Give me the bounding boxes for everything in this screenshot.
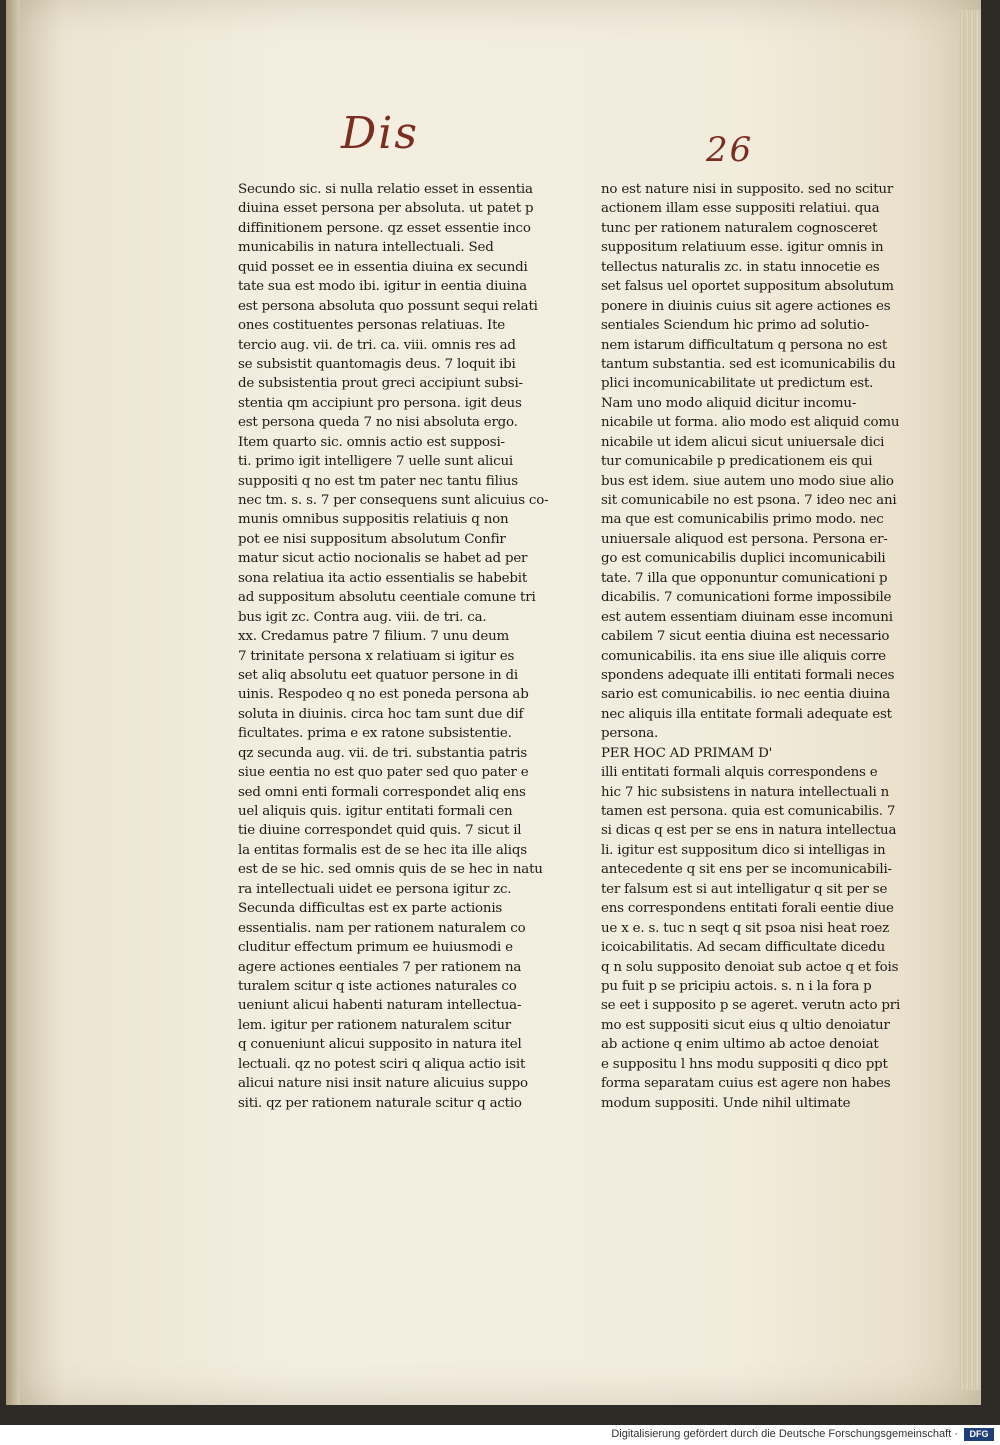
text-line: 7 trinitate persona x relatiuam si igitur es [238, 648, 515, 664]
text-line: tate sua est modo ibi. igitur in eentia diuina [238, 279, 527, 295]
text-line: tie diuine correspondet quid quis. 7 sicut il [238, 823, 522, 839]
text-line: uinis. Respodeo q no est poneda persona ab [238, 687, 529, 703]
text-line: pot ee nisi suppositum absolutum Confir [238, 531, 506, 547]
text-line: bus est idem. siue autem uno modo siue alio [601, 473, 894, 489]
text-line: e suppositu l hns modu suppositi q dico ppt [601, 1056, 888, 1072]
text-line: nem istarum difficultatum q persona no est [601, 337, 888, 353]
text-line: ti. primo igit intelligere 7 uelle sunt alicui [238, 454, 513, 470]
text-line: tate. 7 illa que opponuntur comunicationi p [601, 570, 888, 586]
text-line: mo est suppositi sicut eius q ultio denoiatur [601, 1017, 890, 1033]
text-line: suppositum relatiuum esse. igitur omnis in [601, 240, 884, 256]
text-line: ma que est comunicabilis primo modo. nec [601, 512, 884, 528]
text-line: ueniunt alicui habenti naturam intellectua- [238, 998, 522, 1014]
text-line: la entitas formalis est de se hec ita ille aliqs [238, 842, 527, 858]
gutter-shadow [6, 0, 20, 1405]
text-line: modum suppositi. Unde nihil ultimate [601, 1095, 851, 1111]
text-line: stentia qm accipiunt pro persona. igit deus [238, 395, 522, 411]
text-line: lem. igitur per rationem naturalem scitur [238, 1017, 512, 1033]
text-line: nec aliquis illa entitate formali adequate est [601, 706, 892, 722]
text-line: siue eentia no est quo pater sed quo pater e [238, 765, 529, 781]
text-line: cluditur effectum primum ee huiusmodi e [238, 940, 513, 956]
text-line: ter falsum est si aut intelligatur q sit per se [601, 881, 888, 897]
running-head-left: Dis [341, 108, 419, 159]
text-line: q conueniunt alicui supposito in natura itel [238, 1037, 522, 1053]
text-line: xx. Credamus patre 7 filium. 7 unu deum [238, 629, 510, 645]
text-line: go est comunicabilis duplici incomunicabili [601, 551, 886, 567]
text-line: se eet i supposito p se ageret. verutn acto pri [601, 998, 901, 1014]
text-line: plici incomunicabilitate ut predictum est. [601, 376, 874, 392]
text-line: alicui nature nisi insit nature alicuius suppo [238, 1076, 528, 1092]
text-line: munis omnibus suppositis relatiuis q non [238, 512, 509, 528]
text-line: persona. [601, 726, 659, 742]
text-line: ue x e. s. tuc n seqt q sit psoa nisi heat roez [601, 920, 889, 936]
text-line: tantum substantia. sed est icomunicabilis du [601, 356, 896, 372]
dfg-logo: DFG [964, 1428, 994, 1441]
text-line: nec tm. s. s. 7 per consequens sunt alicuius co- [238, 493, 549, 508]
text-line: si dicas q est per se ens in natura intellectua [601, 823, 897, 839]
text-line: q n solu supposito denoiat sub actoe q et fois [601, 959, 899, 975]
text-line: est persona absoluta quo possunt sequi relati [238, 298, 538, 314]
text-line: agere actiones eentiales 7 per rationem na [238, 959, 522, 975]
text-line: municabilis in natura intellectuali. Sed [238, 240, 494, 256]
text-line: ad suppositum absolutu ceentiale comune tri [238, 590, 536, 606]
text-line: uel aliquis quis. igitur entitati formali cen [238, 804, 513, 819]
text-line: hic 7 hic subsistens in natura intellectuali n [601, 784, 890, 800]
text-line: diuina esset persona per absoluta. ut patet p [238, 201, 534, 217]
text-line: uniuersale aliquod est persona. Persona er- [601, 531, 888, 547]
fore-edge [959, 10, 981, 1390]
text-line: ficultates. prima e ex ratone subsistentie. [238, 726, 512, 742]
running-head-right: 26 [706, 130, 754, 170]
text-line: est persona queda 7 no nisi absoluta ergo. [238, 415, 518, 431]
text-line: set falsus uel oportet suppositum absolutum [601, 279, 894, 295]
text-line: sario est comunicabilis. io nec eentia diuina [601, 687, 891, 703]
text-line: illi entitati formali alquis correspondens e [601, 765, 878, 781]
text-line: actionem illam esse suppositi relatiui. qua [601, 201, 880, 217]
text-line: pu fuit p se pricipiu actois. s. n i la fora p [601, 978, 872, 994]
book-page [6, 0, 981, 1405]
text-line: ponere in diuinis cuius sit agere actiones es [601, 298, 891, 314]
text-line: turalem scitur q iste actiones naturales co [238, 978, 517, 994]
footer-bar [0, 1425, 1000, 1445]
text-line: sit comunicabile no est psona. 7 ideo nec ani [601, 493, 897, 508]
text-line: tur comunicabile p predicationem eis qui [601, 454, 873, 470]
right-text-column [601, 180, 901, 1113]
text-line: forma separatam cuius est agere non habes [601, 1076, 891, 1092]
text-line: essentialis. nam per rationem naturalem co [238, 920, 526, 936]
text-line: sona relatiua ita actio essentialis se habebit [238, 570, 528, 586]
text-line: tamen est persona. quia est comunicabilis. 7 [601, 804, 896, 819]
text-line: nicabile ut idem alicui sicut uniuersale dici [601, 434, 885, 450]
text-line: bus igit zc. Contra aug. viii. de tri. ca. [238, 609, 487, 625]
text-line: Secunda difficultas est ex parte actionis [238, 901, 503, 917]
text-line: spondens adequate illi entitati formali neces [601, 667, 895, 683]
text-line: diffinitionem persone. qz esset essentie inco [238, 220, 531, 236]
left-text-column [238, 180, 558, 1113]
text-line: est autem essentiam diuinam esse incomuni [601, 609, 893, 625]
text-line: tellectus naturalis zc. in statu innocetie es [601, 259, 880, 275]
text-line: nicabile ut forma. alio modo est aliquid comu [601, 415, 900, 431]
text-line: quid posset ee in essentia diuina ex secundi [238, 259, 528, 275]
text-line: suppositi q no est tm pater nec tantu filius [238, 473, 518, 489]
text-line: dicabilis. 7 comunicationi forme impossibile [601, 590, 892, 606]
text-line: soluta in diuinis. circa hoc tam sunt due dif [238, 706, 524, 722]
text-line: no est nature nisi in supposito. sed no scitur [601, 182, 894, 197]
text-line: matur sicut actio nocionalis se habet ad per [238, 551, 528, 567]
text-line: lectuali. qz no potest sciri q aliqua actio isit [238, 1056, 526, 1072]
text-line: set aliq absolutu eet quatuor persone in di [238, 667, 518, 683]
text-line: se subsistit quantomagis deus. 7 loquit ibi [238, 356, 516, 372]
text-line: ones costituentes personas relatiuas. Ite [238, 318, 506, 334]
text-line: ra intellectuali uidet ee persona igitur zc. [238, 881, 512, 897]
text-line: ab actione q enim ultimo ab actoe denoiat [601, 1037, 879, 1053]
funding-notice: Digitalisierung gefördert durch die Deutsche Forschungsgemeinschaft · [611, 1428, 958, 1440]
text-line: est de se hic. sed omnis quis de se hec in natu [238, 862, 543, 878]
text-line: de subsistentia prout greci accipiunt subsi- [238, 376, 523, 392]
text-line: cabilem 7 sicut eentia diuina est necessario [601, 629, 890, 645]
text-line: siti. qz per rationem naturale scitur q actio [238, 1095, 522, 1111]
text-line: Item quarto sic. omnis actio est supposi- [238, 434, 505, 450]
text-line: PER HOC AD PRIMAM D' [601, 745, 773, 761]
text-line: tunc per rationem naturalem cognosceret [601, 220, 878, 236]
text-line: tercio aug. vii. de tri. ca. viii. omnis res ad [238, 337, 516, 353]
text-line: Secundo sic. si nulla relatio esset in essentia [238, 182, 533, 197]
text-line: antecedente q sit ens per se incomunicabili- [601, 862, 892, 878]
text-line: qz secunda aug. vii. de tri. substantia patris [238, 745, 528, 761]
text-line: icoicabilitatis. Ad secam difficultate dicedu [601, 940, 886, 956]
text-line: sentiales Sciendum hic primo ad solutio- [601, 318, 869, 334]
text-line: ens correspondens entitati forali eentie diue [601, 901, 894, 917]
text-line: Nam uno modo aliquid dicitur incomu- [601, 395, 857, 411]
text-line: comunicabilis. ita ens siue ille aliquis corre [601, 648, 886, 664]
text-line: li. igitur est suppositum dico si intelligas in [601, 842, 886, 858]
text-line: sed omni enti formali correspondet aliq ens [238, 784, 526, 800]
